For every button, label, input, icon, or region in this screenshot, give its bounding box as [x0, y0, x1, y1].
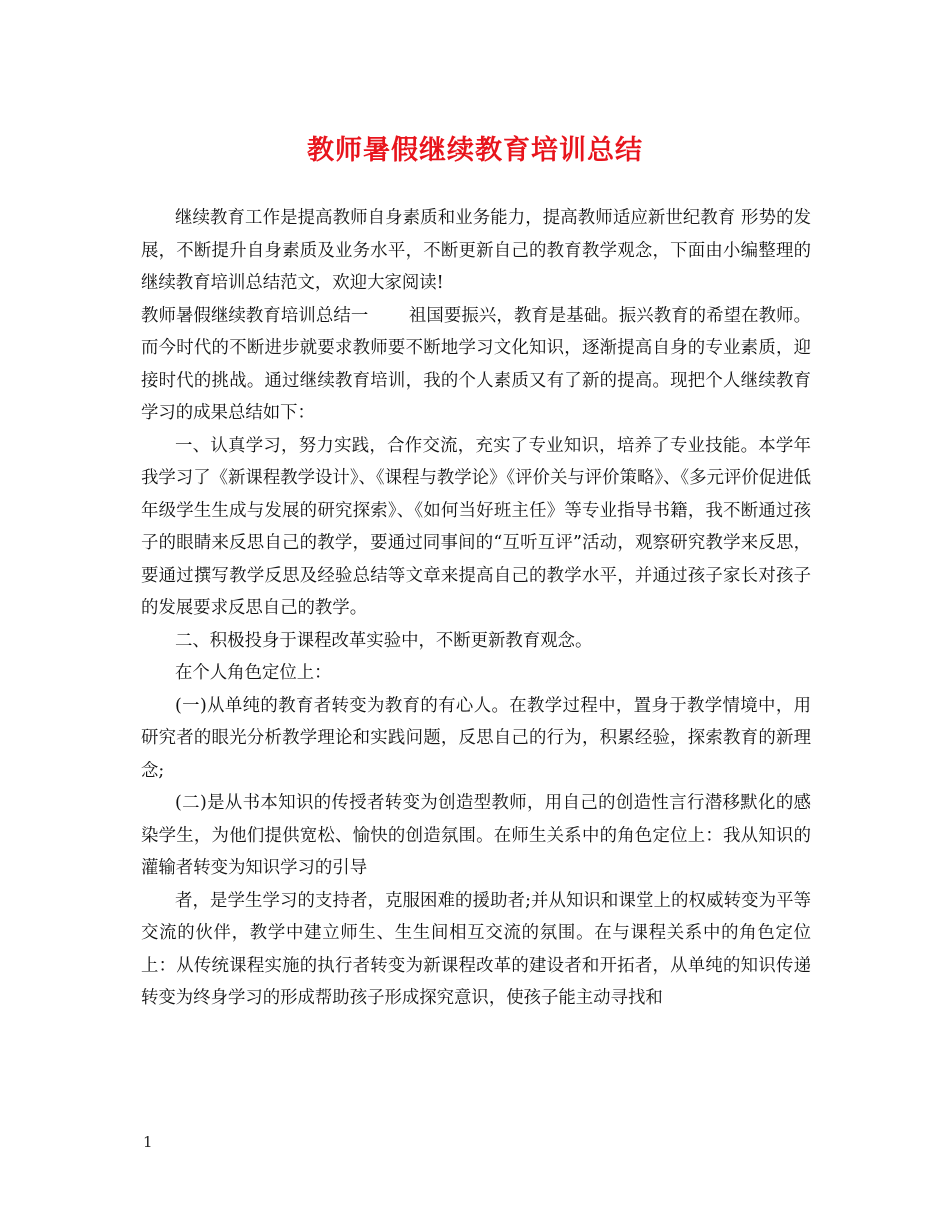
summary-one-paragraph: 教师暑假继续教育培训总结一 祖国要振兴，教育是基础。振兴教育的希望在教师。而今时代的不断进步就要求教师要不断地学习文化知识，逐渐提高自身的专业素质，迎接时代的挑战。通过继续教育培训，我的个人素质又有了新的提高。现把个人继续教育学习的成果总结如下： — [141, 305, 811, 423]
section-one-paragraph: 一、认真学习，努力实践，合作交流，充实了专业知识，培养了专业技能。本学年我学习了《新课程教学设计》、《课程与教学论》《评价关与评价策略》、《多元评价促进低年级学生生成与发展的研究探索》、《如何当好班主任》等专业指导书籍，我不断通过孩子的眼睛来反思自己的教学，要通过同事间的“互听互评”活动，观察研究教学来反思，要通过撰写教学反思及经验总结等文章来提高自己的教学水平，并通过孩子家长对孩子的发展要求反思自己的教学。 — [141, 435, 811, 618]
role-item-two-paragraph: (二)是从书本知识的传授者转变为创造型教师，用自己的创造性言行潜移默化的感染学生，为他们提供宽松、愉快的创造氛围。在师生关系中的角色定位上：我从知识的灌输者转变为知识学习的引导 — [141, 793, 811, 878]
document-body — [141, 202, 811, 1015]
role-item-one-paragraph: (一)从单纯的教育者转变为教育的有心人。在教学过程中，置身于教学情境中，用研究者的眼光分析教学理论和实践问题，反思自己的行为，积累经验，探索教育的新理念; — [141, 695, 811, 781]
intro-paragraph: 继续教育工作是提高教师自身素质和业务能力，提高教师适应新世纪教育 形势的发展，不断提升自身素质及业务水平，不断更新自己的教育教学观念，下面由小编整理的继续教育培训总结范文，欢迎大家阅读! — [141, 208, 811, 293]
section-two-heading: 二、积极投身于课程改革实验中，不断更新教育观念。 — [175, 630, 593, 651]
role-positioning-paragraph: 在个人角色定位上： — [175, 663, 332, 683]
page-number: 1 — [143, 1133, 153, 1151]
document-title: 教师暑假继续教育培训总结 — [307, 135, 643, 166]
continued-paragraph: 者，是学生学习的支持者，克服困难的援助者;并从知识和课堂上的权威转变为平等交流的伙伴，教学中建立师生、生生间相互交流的氛围。在与课程关系中的角色定位上：从传统课程实施的执行者转变为新课程改革的建设者和开拓者，从单纯的知识传递转变为终身学习的形成帮助孩子形成探究意识，使孩子能主动寻找和 — [141, 890, 811, 1008]
